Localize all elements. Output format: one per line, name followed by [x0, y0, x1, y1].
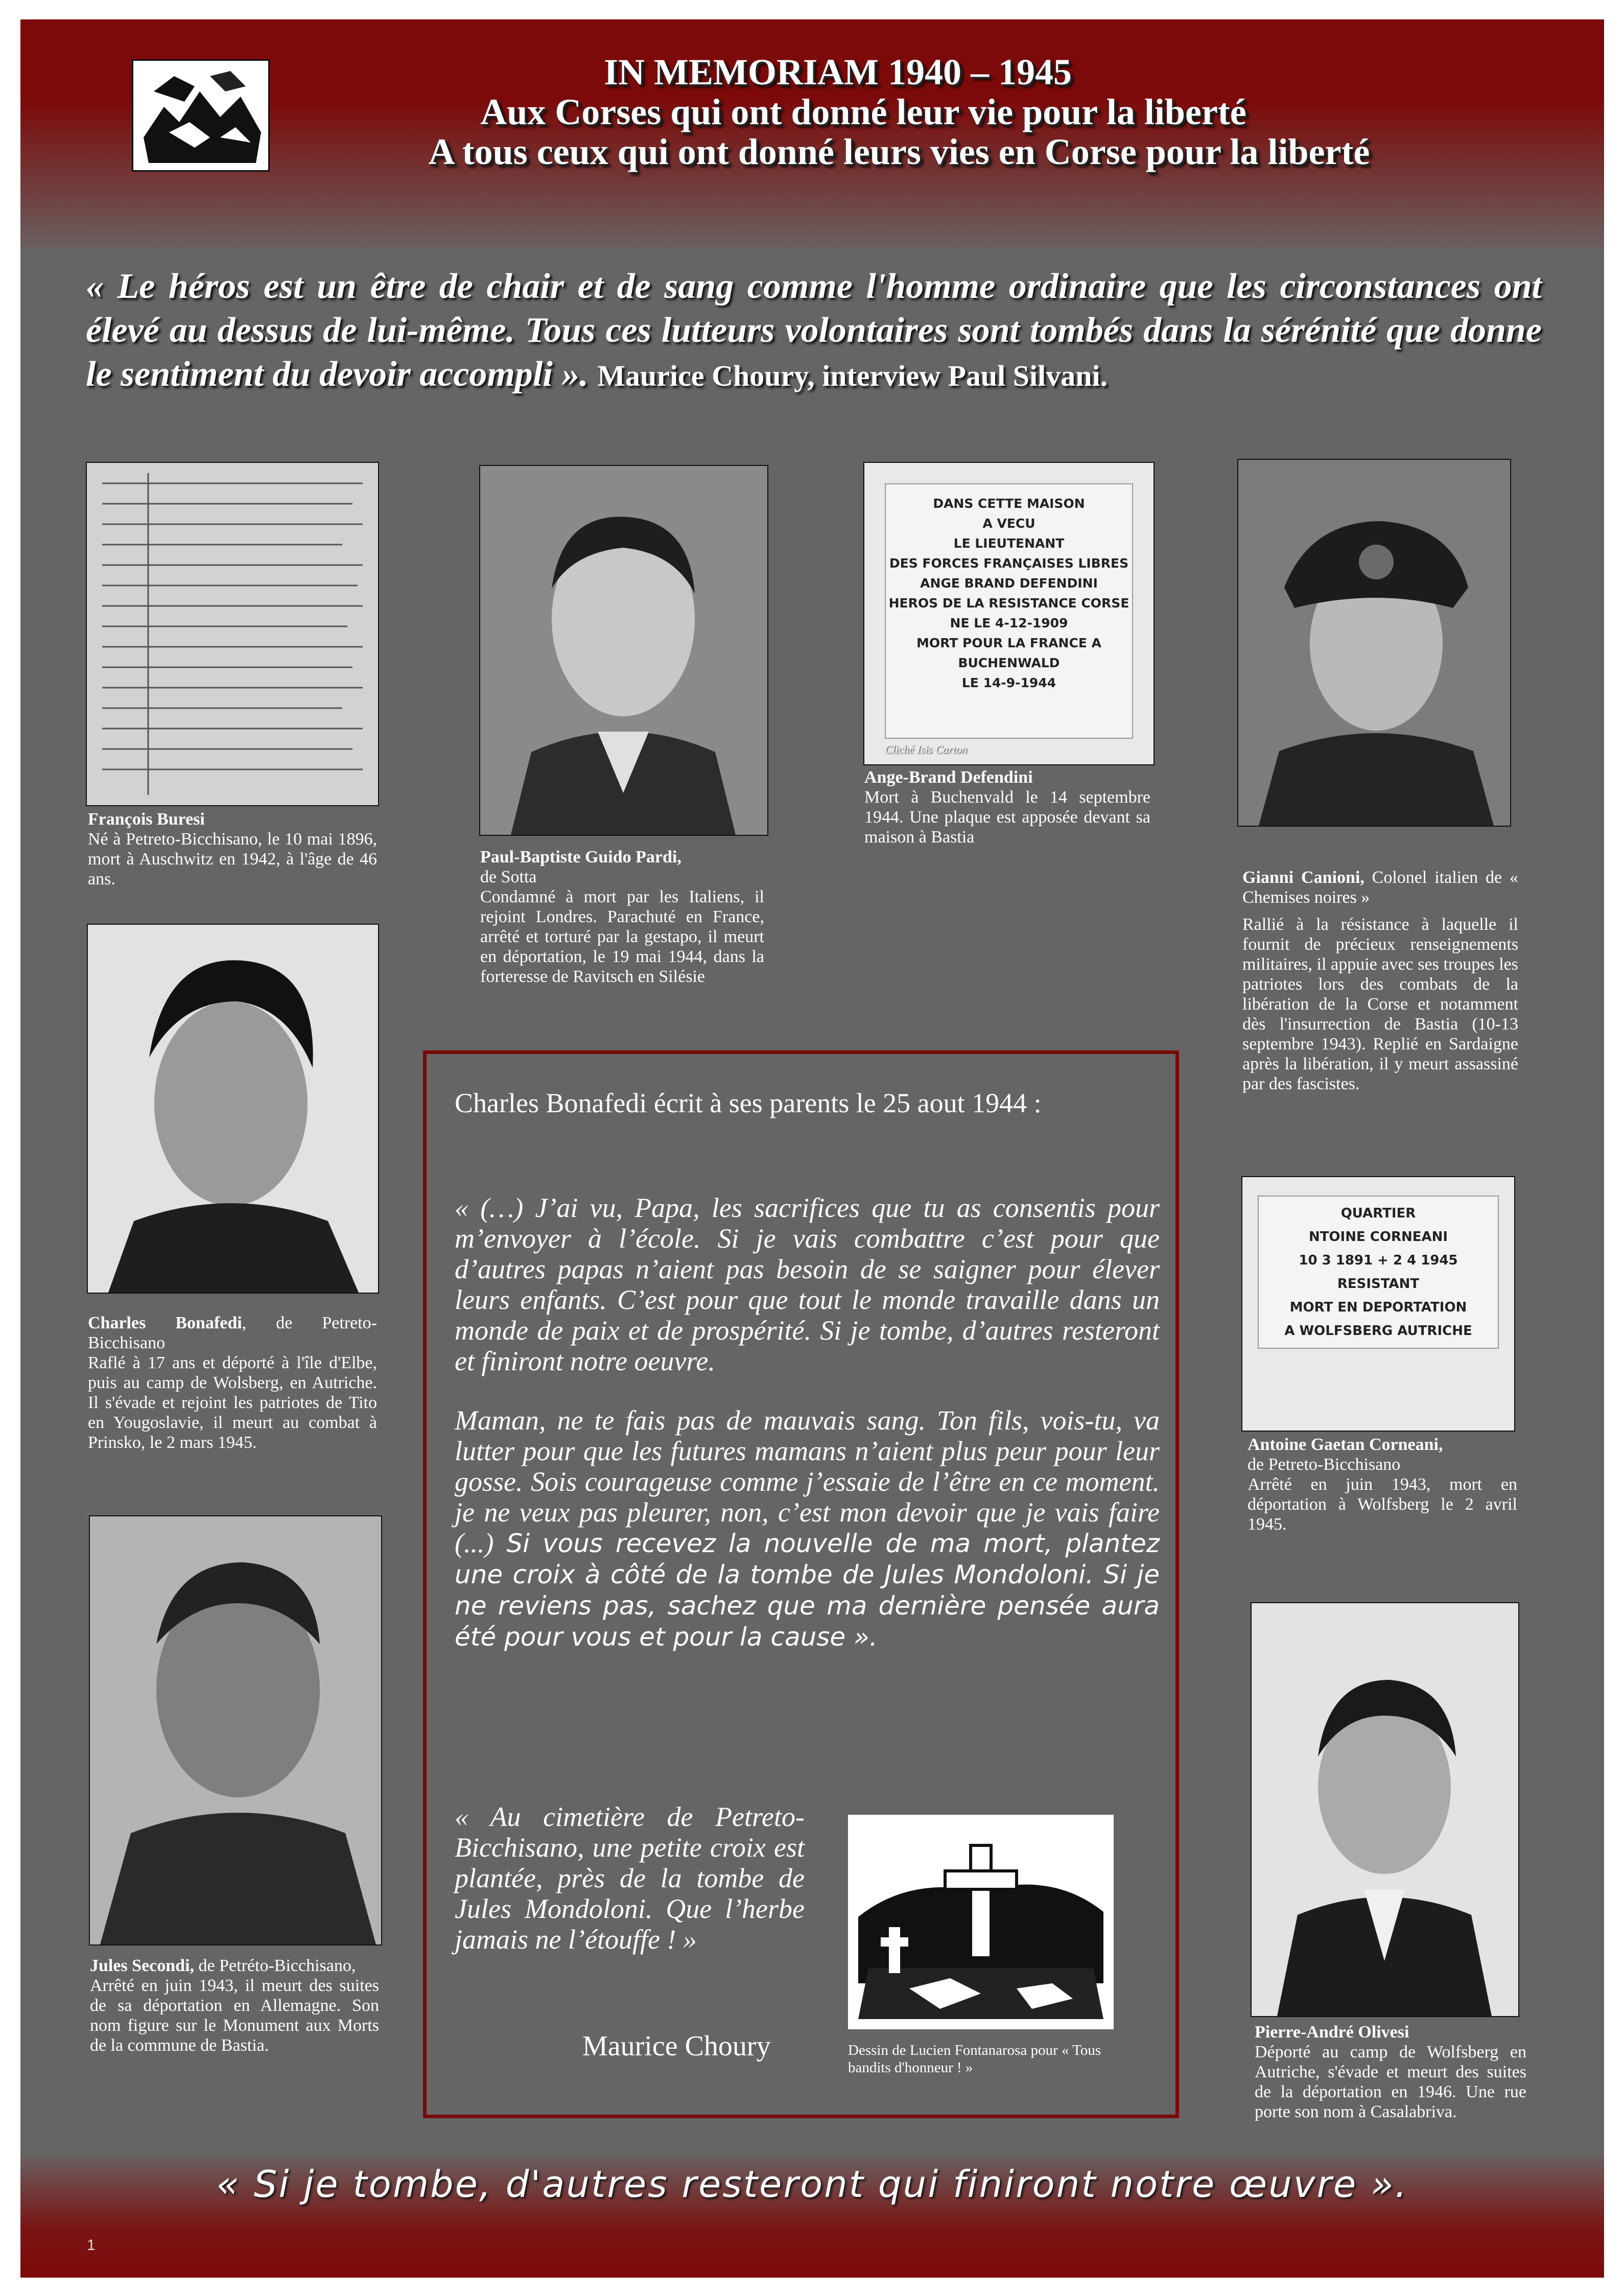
poster-title: IN MEMORIAM 1940 – 1945: [604, 52, 1072, 92]
olivesi-text: Déporté au camp de Wolfsberg en Autriche, s'évade et meurt des suites de la déportation en 1946. Une rue porte son nom à Casalabriva.: [1255, 2043, 1526, 2121]
bonafedi-portrait: [87, 924, 379, 1294]
plaque-line: MORT EN DEPORTATION: [1289, 1300, 1467, 1315]
olivesi-caption: [1255, 2022, 1526, 2122]
canioni-text: Rallié à la résistance à laquelle il fournit de précieux renseignements militaires, il appuie avec ses troupes les patriotes lors des combats de la libération de la Corse et notamment dès l'insurrection de Bastia (10-13 septembre 1943). Replié en Sardaigne après la libération, il y meurt assassiné par des fascistes.: [1242, 915, 1518, 1093]
bonafedi-text: Raflé à 17 ans et déporté à l'île d'Elbe, puis au camp de Wolsberg, en Autriche. Il s'évade et rejoint les patriotes de Tito en Yougoslavie, il meurt au combat à Prinsko, le 2 mars 1945.: [88, 1353, 377, 1452]
cross-drawing-icon: [848, 1815, 1114, 2029]
secondi-caption: [90, 1956, 379, 2055]
plaque-line: HEROS DE LA RESISTANCE CORSE: [888, 596, 1129, 611]
plaque-line: A VECU: [982, 516, 1035, 531]
poster: [20, 19, 1604, 2278]
letter-paragraph-2-part-2: Si vous recevez la nouvelle de ma mort, plantez une croix à côté de la tombe de Jules Mondoloni. Si je ne reviens pas, sachez que ma dernière pensée aura été pour vous et pour la cause ».: [455, 1529, 1160, 1652]
canioni-origin: Colonel italien de « Chemises noires »: [1242, 868, 1519, 907]
bonafedi-origin: , de Petreto-Bicchisano: [88, 1314, 377, 1352]
canioni-portrait: [1237, 459, 1511, 827]
footer-quote: « Si je tombe, d'autres resteront qui finiront notre œuvre ».: [216, 2163, 1408, 2206]
pardi-text: Condamné à mort par les Italiens, il rejoint Londres. Parachuté en France, arrêté et torturé par la gestapo, il meurt en déportation, le 19 mai 1944, dans la forteresse de Ravitsch en Silésie: [480, 887, 764, 986]
letter-intro: Charles Bonafedi écrit à ses parents le 25 aout 1944 :: [455, 1088, 1042, 1118]
drawing-caption: Dessin de Lucien Fontanarosa pour « Tous bandits d'honneur ! »: [848, 2042, 1101, 2076]
corneani-plaque-photo: [1241, 1176, 1515, 1432]
plaque-line: DES FORCES FRANÇAISES LIBRES: [889, 556, 1129, 571]
pardi-name: Paul-Baptiste Guido Pardi,: [480, 848, 681, 866]
plaque-line: 10 3 1891 + 2 4 1945: [1299, 1253, 1458, 1268]
canioni-name: Gianni Canioni,: [1242, 868, 1364, 887]
letter-paragraph-2: [455, 1405, 1160, 1652]
plaque-line: ANGE BRAND DEFENDINI: [920, 576, 1098, 591]
secondi-name: Jules Secondi,: [90, 1956, 195, 1975]
letter-paragraph-1: « (…) J’ai vu, Papa, les sacrifices que tu as consentis pour m’envoyer à l’école. Si je vais combattre c’est pour que d’autres papas n’aient pas besoin de se saigner pour élever leurs enfants. C’est pour que tout le monde travaille dans un monde de paix et de prospérité. Si je tombe, d’autres resteront et finiront notre oeuvre.: [455, 1192, 1160, 1376]
pardi-portrait: [479, 465, 768, 836]
epigraph: [86, 265, 1542, 398]
corneani-name: Antoine Gaetan Corneani,: [1248, 1435, 1443, 1454]
epigraph-text: « Le héros est un être de chair et de sang comme l'homme ordinaire que les circonstances ont élevé au dessus de lui-même. Tous ces lutteurs volontaires sont tombés dans la sérénité que donne le sentiment du devoir accompli ».: [86, 267, 1542, 394]
pardi-origin: de Sotta: [480, 868, 537, 886]
defendini-text: Mort à Buchenvald le 14 septembre 1944. Une plaque est apposée devant sa maison à Bastia: [864, 788, 1150, 847]
cemetery-attribution: Maurice Choury: [582, 2030, 771, 2062]
olivesi-name: Pierre-André Olivesi: [1255, 2023, 1409, 2042]
secondi-origin: de Petréto-Bicchisano,: [198, 1956, 356, 1975]
plaque-line: MORT POUR LA FRANCE A BUCHENWALD: [916, 636, 1101, 670]
plaque-line: A WOLFSBERG AUTRICHE: [1284, 1323, 1472, 1339]
poster-subtitle-1: Aux Corses qui ont donné leur vie pour la liberté: [480, 91, 1246, 132]
letter-paragraph-2-part-1: Maman, ne te fais pas de mauvais sang. Ton fils, vois-tu, va lutter pour que les futures mamans n’aient plus peur pour leur gosse. Sois courageuse comme j’essaie de l’être en ce moment. je ne veux pas pleurer, non, c’est mon devoir que je vais faire (...): [455, 1405, 1160, 1558]
plaque-line: LE 14-9-1944: [961, 675, 1056, 690]
cemetery-quote: « Au cimetière de Petreto-Bicchisano, une petite croix est plantée, près de la tombe de Jules Mondoloni. Que l’herbe jamais ne l’étouffe ! »: [455, 1801, 805, 1955]
plaque-line: RESISTANT: [1337, 1276, 1420, 1292]
corneani-caption: [1248, 1435, 1517, 1534]
canioni-caption: [1242, 868, 1518, 1094]
buresi-caption: [88, 809, 377, 889]
plaque-line: DANS CETTE MAISON: [933, 496, 1085, 511]
letter-body: [455, 1192, 1160, 1681]
secondi-text: Arrêté en juin 1943, il meurt des suites de sa déportation en Allemagne. Son nom figure sur le Monument aux Morts de la commune de Bastia.: [90, 1976, 379, 2055]
poster-subtitle-2: A tous ceux qui ont donné leurs vies en Corse pour la liberté: [428, 131, 1370, 172]
bonafedi-name: Charles Bonafedi: [88, 1314, 242, 1332]
defendini-name: Ange-Brand Defendini: [864, 768, 1033, 787]
defendini-plaque: [885, 483, 1133, 739]
plaque-line: QUARTIER: [1340, 1206, 1416, 1221]
plaque-line: NE LE 4-12-1909: [950, 616, 1068, 630]
corneani-text: Arrêté en juin 1943, mort en déportation à Wolfsberg le 2 avril 1945.: [1248, 1475, 1517, 1534]
corneani-origin: de Petreto-Bicchisano: [1248, 1455, 1401, 1474]
defendini-plaque-photo: [863, 462, 1155, 765]
defendini-caption: [864, 767, 1150, 847]
bonafedi-caption: [88, 1313, 377, 1452]
buresi-document-photo: [86, 462, 379, 806]
pardi-caption: [480, 847, 764, 987]
page-number: 1: [87, 2237, 96, 2254]
plaque-line: LE LIEUTENANT: [953, 536, 1065, 551]
corneani-plaque: [1258, 1196, 1499, 1349]
buresi-name: François Buresi: [88, 810, 205, 829]
secondi-portrait: [89, 1515, 382, 1946]
plaque-line: NTOINE CORNEANI: [1308, 1229, 1448, 1245]
epigraph-attribution: Maurice Choury, interview Paul Silvani.: [597, 359, 1108, 392]
olivesi-portrait: [1251, 1602, 1519, 2017]
buresi-text: Né à Petreto-Bicchisano, le 10 mai 1896, mort à Auschwitz en 1942, à l'âge de 46 ans.: [88, 830, 377, 888]
photo-credit: Cliché Isis Carton: [885, 743, 968, 756]
